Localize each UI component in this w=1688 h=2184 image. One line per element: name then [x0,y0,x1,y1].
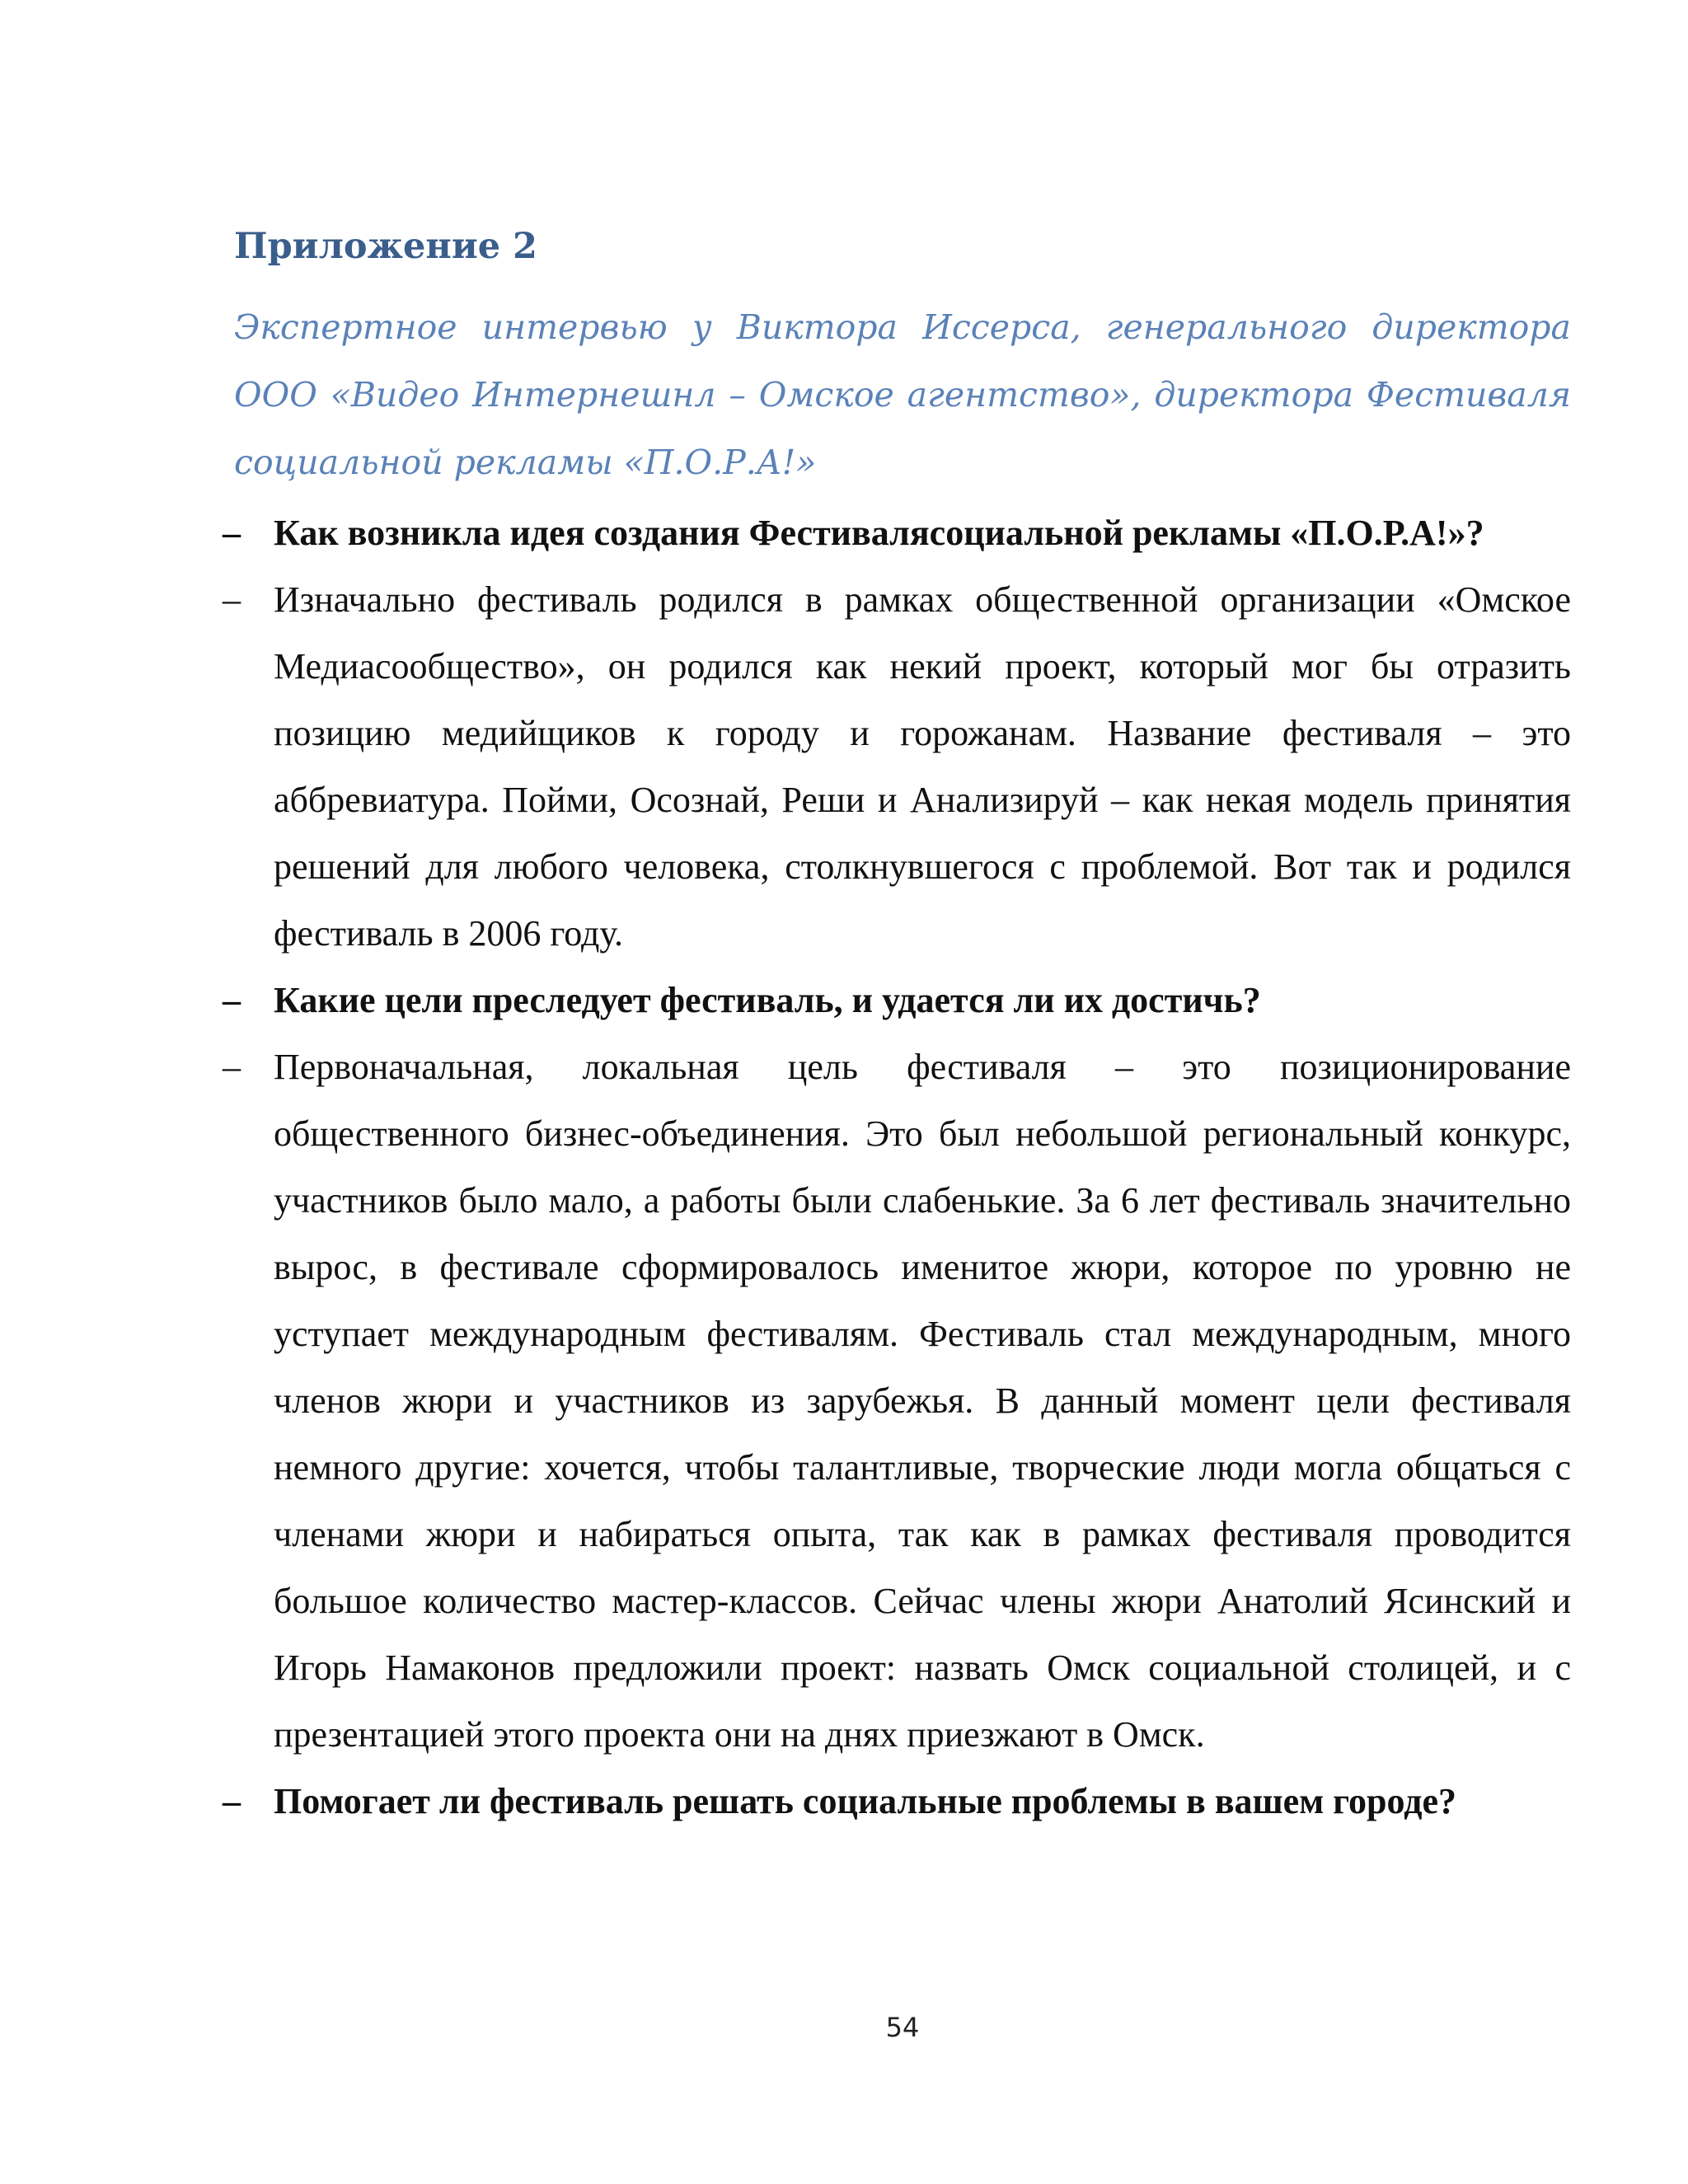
question-item [223,499,1571,566]
question-text: Какие цели преследует фестиваль, и удается ли их достичь? [274,980,1261,1020]
question-text: Помогает ли фестиваль решать социальные проблемы в вашем городе? [274,1781,1457,1821]
dash-bullet: – [223,1047,241,1087]
answer-item [223,566,1571,967]
question-item [223,1768,1571,1835]
dash-bullet: – [223,513,241,553]
interview-subtitle: Экспертное интервью у Виктора Иссерса, генерального директора ООО «Видео Интернешнл – Омское агентство», директора Фестиваля социальной рекламы «П.О.Р.А!» [234,307,1571,482]
interview-list [223,499,1571,1835]
question-text: Как возникла идея создания Фестивалясоциальной рекламы «П.О.Р.А!»? [274,513,1484,553]
appendix-heading: Приложение 2 [234,226,537,267]
page-number: 54 [885,2012,920,2043]
answer-text: Первоначальная, локальная цель фестиваля – это позиционирование общественного бизнес-объединения. Это был небольшой региональный конкурс, участников было мало, а работы были слабенькие. За 6 лет фестиваль значительно вырос, в фестивале сформировалось именитое жюри, которое по уровню не уступает международным фестивалям. Фестиваль стал международным, много членов жюри и участников из зарубежья. В данный момент цели фестиваля немного другие: хочется, чтобы талантливые, творческие люди могла общаться с членами жюри и набираться опыта, так как в рамках фестиваля проводится большое количество мастер-классов. Сейчас члены жюри Анатолий Ясинский и Игорь Намаконов предложили проект: назвать Омск социальной столицей, и с презентацией этого проекта они на днях приезжают в Омск. [274,1047,1571,1755]
answer-item [223,1033,1571,1768]
dash-bullet: – [223,1781,241,1821]
dash-bullet: – [223,579,241,620]
question-item [223,967,1571,1033]
dash-bullet: – [223,980,241,1020]
answer-text: Изначально фестиваль родился в рамках общественной организации «Омское Медиасообщество», он родился как некий проект, который мог бы отразить позицию медийщиков к городу и горожанам. Название фестиваля – это аббревиатура. Пойми, Осознай, Реши и Анализируй – как некая модель принятия решений для любого человека, столкнувшегося с проблемой. Вот так и родился фестиваль в 2006 году. [274,579,1571,954]
